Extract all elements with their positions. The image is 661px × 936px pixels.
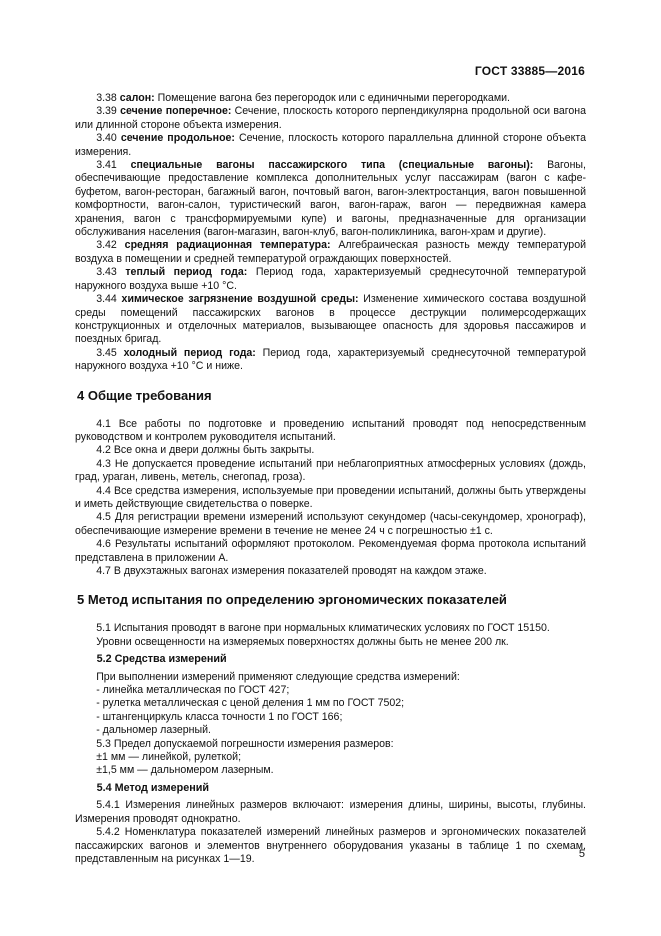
- section-4-heading: 4 Общие требования: [77, 387, 212, 403]
- document-code: ГОСТ 33885—2016: [474, 64, 585, 78]
- term: химическое загрязнение воздушной среды:: [121, 293, 359, 306]
- paragraph-4-5: 4.5 Для регистрации времени измерений используют секундомер (часы-секундомер, хронограф), обеспечивающие измерение времени в течение не менее 24 ч с погрешностью ±1 с.: [75, 511, 586, 537]
- list-item: - линейка металлическая по ГОСТ 427;: [96, 684, 290, 697]
- definition-3-42: 3.42 средняя радиационная температура: Алгебраическая разность между температурой воздуха в помещении и средней температурой ограждающих поверхностей.: [75, 239, 587, 265]
- definitions: [75, 92, 586, 374]
- page-number: 5: [578, 848, 585, 860]
- term: специальные вагоны пассажирского типа (специальные вагоны):: [130, 159, 534, 172]
- paragraph-4-4: 4.4 Все средства измерения, используемые при проведении испытаний, должны быть утверждены и иметь действующие свидетельства о поверке.: [75, 484, 586, 510]
- paragraph-5-4-2: 5.4.2 Номенклатура показателей измерений линейных размеров и эргономических показателей пассажирских вагонов и элементов внутреннего оборудования указаны в таблице 1 по схемам, представленным на рисунках 1—19.: [75, 826, 586, 865]
- definition-3-39: 3.39 сечение поперечное: Сечение, плоскость которого перпендикулярна продольной оси вагона или длинной стороне объекта измерения.: [75, 105, 586, 131]
- paragraph-5-1: 5.1 Испытания проводят в вагоне при нормальных климатических условиях по ГОСТ 15150.: [96, 622, 550, 635]
- definition-3-41: 3.41 специальные вагоны пассажирского типа (специальные вагоны): Вагоны, обеспечивающие предоставление комплекса дополнительных услуг пассажирам (вагон с кафе-буфетом, вагон-ресторан, багажный вагон, почтовый вагон, вагон-электростанция, вагон повышенной комфортности, вагон-салон, туристический вагон, вагон-гараж, вагон — передвижная камера хранения, вагон с трансформируемыми купе) и вагоны, предназначенные для организации обслуживания населения (вагон-магазин, вагон-клуб, вагон-поликлиника, вагон-храм и другие).: [75, 159, 586, 239]
- section-5-body: [75, 622, 586, 866]
- term: сечение поперечное:: [120, 105, 232, 118]
- subsection-5-4-heading: 5.4 Метод измерений: [96, 781, 210, 794]
- term: салон:: [119, 92, 155, 104]
- paragraph-4-6: 4.6 Результаты испытаний оформляют протоколом. Рекомендуемая форма протокола испытаний представлена в приложении А.: [75, 538, 586, 564]
- paragraph-5-4-1: 5.4.1 Измерения линейных размеров включают: измерения длины, ширины, высоты, глубины. Измерения проводят однократно.: [75, 799, 586, 825]
- tolerance-item: ±1,5 мм — дальномером лазерным.: [96, 764, 274, 777]
- list-item: - рулетка металлическая с ценой деления 1 мм по ГОСТ 7502;: [96, 697, 405, 710]
- paragraph-5-1-illuminance: Уровни освещенности на измеряемых поверхностях должны быть не менее 200 лк.: [96, 635, 509, 648]
- term: холодный период года:: [123, 346, 256, 359]
- section-5-heading: 5 Метод испытания по определению эргономических показателей: [77, 592, 507, 608]
- definition-3-38: 3.38 салон: Помещение вагона без перегородок или с единичными перегородками.: [96, 92, 510, 104]
- definition-3-40: 3.40 сечение продольное: Сечение, плоскость которого параллельна длинной стороне объекта измерения.: [75, 132, 586, 158]
- page-body: [75, 92, 586, 866]
- definition-3-45: 3.45 холодный период года: Период года, характеризуемый среднесуточной температурой наружного воздуха +10 °С и ниже.: [75, 346, 587, 373]
- list-item: - дальномер лазерный.: [96, 724, 211, 737]
- subsection-5-2-heading: 5.2 Средства измерений: [96, 653, 227, 666]
- section-4-body: [75, 418, 586, 579]
- term: сечение продольное:: [120, 132, 235, 145]
- list-item: - штангенциркуль класса точности 1 по ГОСТ 166;: [96, 710, 343, 723]
- paragraph-4-1: 4.1 Все работы по подготовке и проведению испытаний проводят под непосредственным руководством и контролем руководителя испытаний.: [75, 417, 586, 443]
- term: теплый период года:: [125, 266, 248, 279]
- paragraph-4-2: 4.2 Все окна и двери должны быть закрыты.: [96, 444, 315, 457]
- tolerance-item: ±1 мм — линейкой, рулеткой;: [96, 751, 242, 764]
- paragraph-4-7: 4.7 В двухэтажных вагонах измерения показателей проводят на каждом этаже.: [96, 565, 487, 577]
- paragraph-4-3: 4.3 Не допускается проведение испытаний при неблагоприятных атмосферных условиях (дождь, град, ураган, ливень, метель, снегопад, гроза).: [75, 457, 586, 484]
- term: средняя радиационная температура:: [124, 239, 331, 252]
- paragraph-5-2: При выполнении измерений применяют следующие средства измерений:: [96, 670, 460, 683]
- definition-3-44: 3.44 химическое загрязнение воздушной среды: Изменение химического состава воздушной среды помещений пассажирских вагонов в процессе деструкции полимерсодержащих конструкционных и отделочных материалов, вызывающее опасность для здоровья пассажиров и поездных бригад.: [75, 293, 586, 346]
- paragraph-5-3: 5.3 Предел допускаемой погрешности измерения размеров:: [96, 737, 394, 750]
- definition-3-43: 3.43 теплый период года: Период года, характеризуемый среднесуточной температурой наружного воздуха выше +10 °С.: [75, 266, 586, 292]
